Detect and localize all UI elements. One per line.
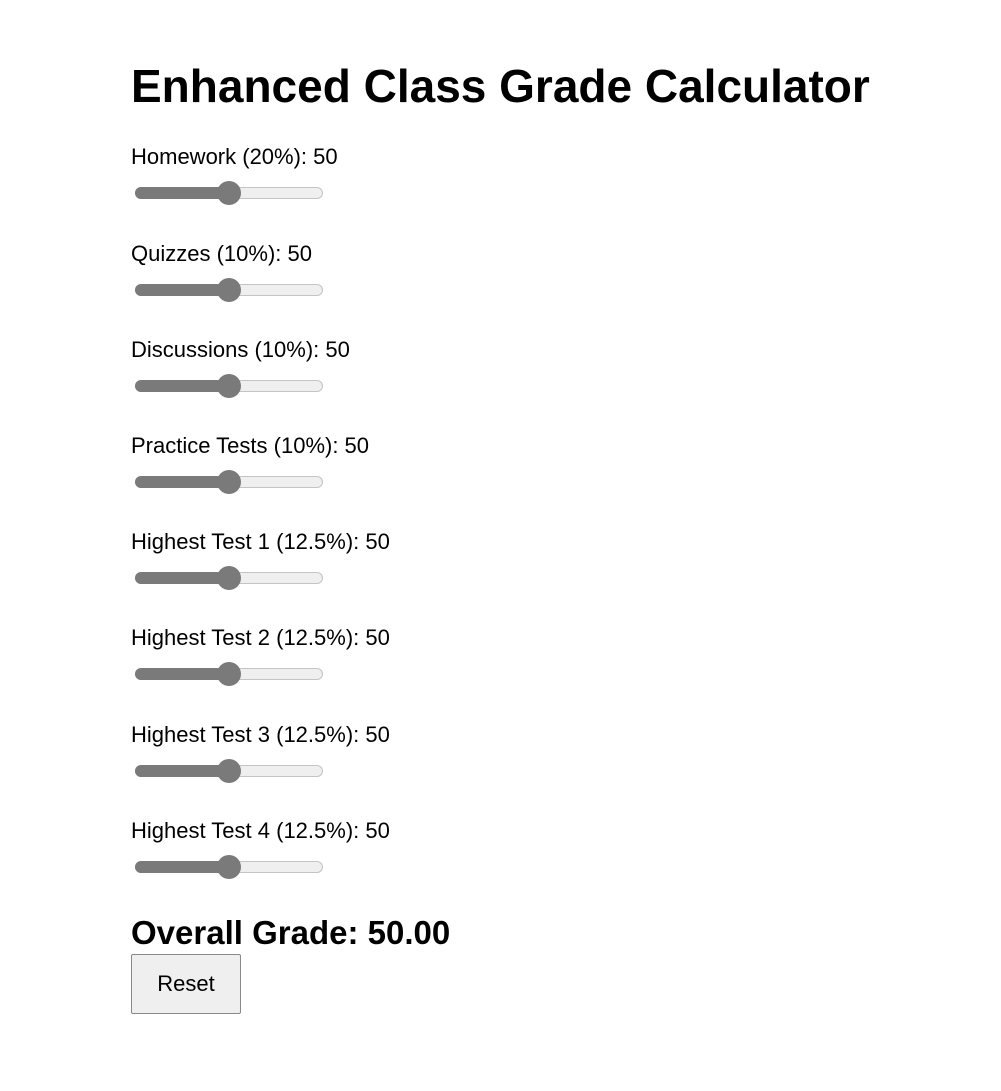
slider-thumb[interactable] — [217, 662, 241, 686]
slider-thumb[interactable] — [217, 181, 241, 205]
highest-test-1-label: Highest Test 1 (12.5%): 50 — [131, 529, 390, 554]
slider-fill — [135, 572, 228, 584]
highest-test-1-slider[interactable] — [135, 572, 323, 584]
homework-label: Homework (20%): 50 — [131, 144, 338, 169]
highest-test-4-label: Highest Test 4 (12.5%): 50 — [131, 818, 390, 843]
slider-group-highest-test-2 — [131, 625, 731, 695]
reset-button[interactable]: Reset — [131, 954, 241, 1014]
slider-group-highest-test-4 — [131, 818, 731, 888]
highest-test-4-slider[interactable] — [135, 861, 323, 873]
slider-thumb[interactable] — [217, 470, 241, 494]
slider-fill — [135, 187, 228, 199]
practice-tests-label: Practice Tests (10%): 50 — [131, 433, 370, 458]
slider-thumb[interactable] — [217, 855, 241, 879]
homework-slider[interactable] — [135, 187, 323, 199]
slider-fill — [135, 765, 228, 777]
highest-test-3-label: Highest Test 3 (12.5%): 50 — [131, 722, 390, 747]
slider-group-highest-test-1 — [131, 529, 731, 599]
slider-thumb[interactable] — [217, 759, 241, 783]
slider-fill — [135, 861, 228, 873]
discussions-slider[interactable] — [135, 380, 323, 392]
overall-grade: Overall Grade: 50.00 — [131, 914, 451, 951]
highest-test-2-slider[interactable] — [135, 668, 323, 680]
highest-test-3-slider[interactable] — [135, 765, 323, 777]
slider-group-quizzes — [131, 241, 731, 311]
slider-thumb[interactable] — [217, 566, 241, 590]
slider-group-highest-test-3 — [131, 722, 731, 792]
slider-fill — [135, 668, 228, 680]
practice-tests-slider[interactable] — [135, 476, 323, 488]
slider-thumb[interactable] — [217, 374, 241, 398]
page-title: Enhanced Class Grade Calculator — [131, 60, 870, 112]
slider-group-homework — [131, 144, 731, 214]
slider-fill — [135, 380, 228, 392]
slider-fill — [135, 476, 228, 488]
slider-fill — [135, 284, 228, 296]
slider-thumb[interactable] — [217, 278, 241, 302]
quizzes-slider[interactable] — [135, 284, 323, 296]
quizzes-label: Quizzes (10%): 50 — [131, 241, 312, 266]
slider-group-discussions — [131, 337, 731, 407]
highest-test-2-label: Highest Test 2 (12.5%): 50 — [131, 625, 390, 650]
slider-group-practice-tests — [131, 433, 731, 503]
discussions-label: Discussions (10%): 50 — [131, 337, 350, 362]
